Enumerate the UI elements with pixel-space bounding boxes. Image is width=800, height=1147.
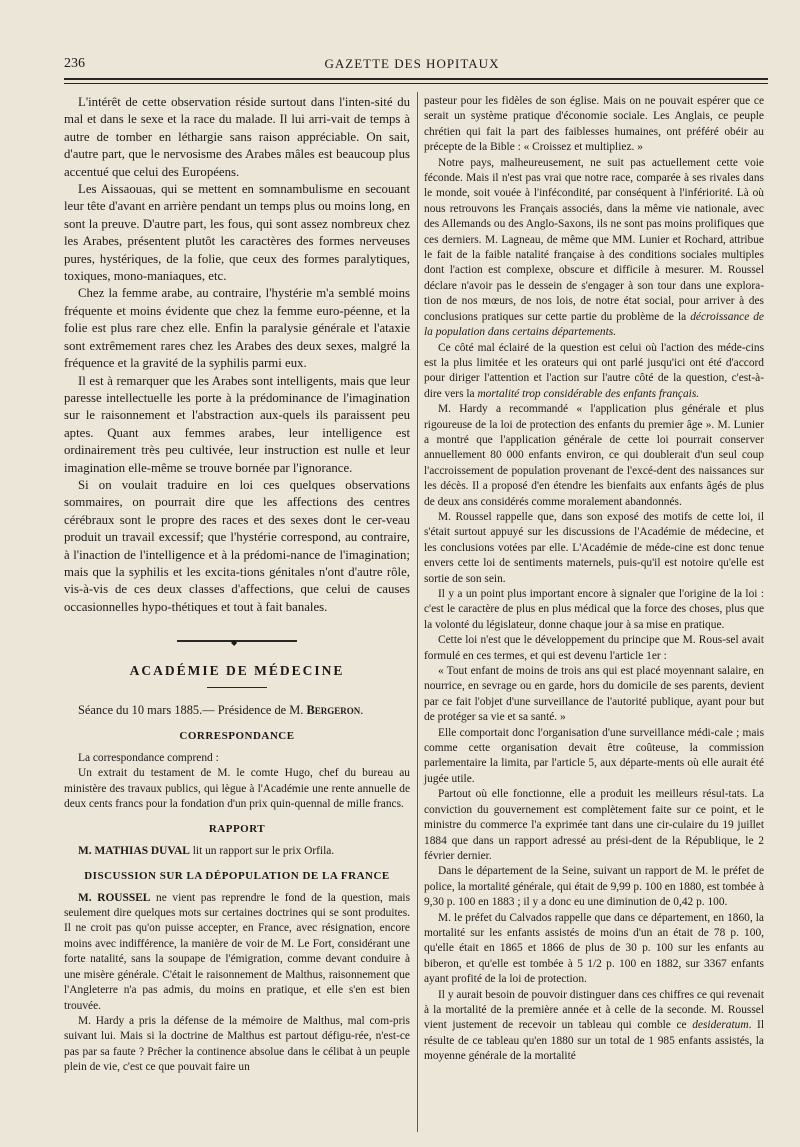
page-header [64,56,760,80]
paragraph: Un extrait du testament de M. le comte Hugo, chef du bureau au ministère des travaux publics, qui lègue à l'Académie une rente annuelle de deux cents francs pour la fondation d'un prix quin-quennal de mille francs. [64,767,410,811]
paragraph: La correspondance comprend : [78,751,219,764]
header-rule-thin [64,83,768,84]
subsection-title: DISCUSSION SUR LA DÉPOPULATION DE LA FRANCE [84,870,390,883]
proceedings [64,729,410,1075]
paragraph: Cette loi n'est que le développement du principe que M. Rous-sel avait formulé en ces termes, et qui est devenu l'article 1er : [424,634,764,662]
ornament-divider [64,630,410,647]
paragraph-text: ne vient pas reprendre le fond de la question, mais seulement dire quelques mots sur certaines doctrines qui se sont produites. Il ne croit pas qu'on puisse accepter, en France, avec résignation, encore moins avec indifférence, la manière de voir de M. Le Fort, considérant une forte natalité, sans la soupape de l'émigration, comme devant conduire à une misère générale. C'était le raisonnement de Malthus, raisonnement que l'Angleterre n'a pas admis, du moins en pratique, et elle s'en est bien trouvée. [64,891,410,1012]
paragraph: L'intérêt de cette observation réside surtout dans l'inten-sité du mal et dans le sexe et la race du malade. Il lui arri-vait de temps à autre de tomber en léthargie sans raison appréciable. On sait, d'autre part, que le nervosisme des Arabes mâles est beaucoup plus accentué que celui des Européens. [64,95,410,179]
subsection-title: CORRESPONDANCE [179,730,295,743]
short-rule [207,687,267,688]
paragraph-text: lit un rapport sur le prix Orfila. [189,844,335,857]
header-rule [64,78,768,80]
paragraph: Chez la femme arabe, au contraire, l'hystérie m'a semblé moins fréquente et moins évidente que chez la femme euro-péenne, et la folie est plus rare chez elle. Enfin la paralysie générale et l'ataxie sont extrêmement rares chez les Arabes des deux sexes, malgré la fréquence et la gravité de la syphilis parmi eux. [64,286,410,371]
paragraph-text: . Il résulte de ce tableau qu'en 1880 sur un total de 1 985 enfants assistés, la moyenne générale de la mortalité [424,1019,764,1063]
italic-text: décroissance de la population dans certains départements. [424,310,764,339]
section-title: ACADÉMIE DE MÉDECINE [129,662,345,678]
speaker-name: M. ROUSSEL [78,891,151,904]
paragraph: M. le préfet du Calvados rappelle que dans ce département, en 1860, la mortalité sur les enfants assistés de moins d'un an était de 78 p. 100, qu'elle était en 1865 et 1866 de plus de 30 p. 100 sur les enfants au biberon, et qu'elle est tombée à 5 1/2 p. 100 en 1882, sur 3367 enfants ayant profité de la loi de protection. [424,911,764,986]
paragraph [424,988,764,1065]
italic-text: mortalité trop considérable des enfants français. [477,387,700,400]
seance-text: Séance du 10 mars 1885.— Présidence de M. [78,703,307,717]
page-number: 236 [64,56,85,71]
paragraph-text: Notre pays, malheureusement, ne suit pas actuellement cette voie féconde. Mais il n'est pas vrai que notre race, comparée à ses rivales dans le monde, soit vouée à l'infécondité, par conséquent à l'infériorité. Là où nous retrouvons les Français associés, dans la même vie nationale, avec des Allemands ou des Anglo-Saxons, ils ne sont pas moins prolifiques que ces derniers. M. Lagneau, de même que MM. Lunier et Rochard, attribue le fait de la faible natalité française à des conditions sociales multiples dont l'action est complexe, obscure et difficile à mesurer. M. Roussel déclare n'avoir pas le dessein de s'engager à son tour dans une explora-tion de nos mœurs, de nos lois, de notre état social, pour arriver à des conclusions pratiques sur cette partie du problème de la [424,156,764,323]
journal-title: GAZETTE DES HOPITAUX [324,56,500,71]
left-column [64,94,410,1076]
paragraph: Partout où elle fonctionne, elle a produit les meilleurs résul-tats. La conviction du gouvernement est complètement faite sur ce point, et le ministre du commerce l'a exprimée tant dans une cir-culaire du 19 juillet 1884 que dans un rapport adressé au prési-dent de la République, le 2 février dernier. [424,788,764,862]
paragraph: pasteur pour les fidèles de son église. Mais on ne pouvait espérer que ce serait un système pratique d'économie sociale. Les Anglais, ce peuple chrétien qui fait la part des faiblesses humaines, ont préféré obéir au précepte de la Bible : « Croissez et multipliez. » [424,95,764,154]
president-name: Bergeron [306,703,361,717]
paragraph: « Tout enfant de moins de trois ans qui est placé moyennant salaire, en nourrice, en sevrage ou en garde, hors du domicile de ses parents, devient par ce fait l'objet d'une surveillance de l'autorité publique, ayant pour but de protéger sa vie et sa santé. » [424,665,764,724]
italic-text: desideratum [692,1019,749,1032]
paragraph-text: Ce côté mal éclairé de la question est celui où l'action des méde-cins est la plus limitée et les orateurs qui ont parlé jusqu'ici ont été d'accord pour diriger l'attention et l'action sur l'autre côté de la question, c'est-à-dire vers la [424,341,764,400]
right-column [424,94,764,1065]
paragraph: Si on voulait traduire en loi ces quelques observations sommaires, on pourrait dire que les affections des centres cérébraux sont le propre des races et des sexes dont le cer-veau produit un travail excessif; que l'hystérie correspond, au contraire, à l'inaction de l'intelligence et à la prédomi-nance de l'imagination; mais que la syphilis et les excita-tions génitales n'ont d'autre rôle, vis-à-vis de ces deux classes d'affections, que celui de causes occasionnelles hypo-thétiques et tout à fait banales. [64,477,410,614]
paragraph: Dans le département de la Seine, suivant un rapport de M. le préfet de police, la mortalité générale, qui était de 9,99 p. 100 en 1880, est tombée à 9,30 p. 100 en 1883 ; il y a donc eu une diminution de 0,42 p. 100. [424,865,764,909]
paragraph [424,156,764,341]
paragraph [64,891,410,1014]
paragraph: M. Hardy a recommandé « l'application plus générale et plus rigoureuse de la loi de protection des enfants du premier âge ». M. Lunier a montré que l'application générale de cette loi pourrait conserver annuellement 80 000 enfants environ, ce qui doublerait d'un seul coup l'accroissement de population provenant de l'excé-dent des naissances sur les décès. Il a proposé d'en étendre les bienfaits aux enfants âgés de plus de deux ans considérés comme moralement abandonnés. [424,403,764,508]
column-divider [417,92,418,1132]
paragraph: Il y a un point plus important encore à signaler que l'origine de la loi : c'est le caractère de plus en plus médical que la force des choses, plus que la volonté du législateur, donne chaque jour à sa mise en pratique. [424,588,764,631]
paragraph: Les Aissaouas, qui se mettent en somnambulisme en secouant leur tête d'avant en arrière pendant un temps plus ou moins long, en sont la preuve. D'autre part, les fous, qui sont assez nombreux chez les Arabes, présentent plutôt les caractères des formes nerveuses pures, hystériques, de la folie, que ceux des formes paralytiques, toxiques, mono-maniaques, etc. [64,182,410,284]
subsection-title: RAPPORT [208,823,266,836]
speaker-name: M. MATHIAS DUVAL [78,844,190,857]
paragraph: Elle comportait donc l'organisation d'une surveillance médi-cale ; mais comme cette organisation devait être coûteuse, la commission parlementaire la limita, par l'article 5, aux départe-ments où elle aurait été jugée utile. [424,726,764,785]
paragraph: Il est à remarquer que les Arabes sont intelligents, mais que leur paresse intellectuelle les porte à la prédominance de l'imagination sur le raisonnement et l'abstraction aux-quels ils paraissent peu aptes. Quant aux femmes arabes, leur intelligence est ordinairement très peu cultivée, leur instruction est nulle et leur imagination elle-même se trouve bornée par l'ignorance. [64,373,410,475]
paragraph: M. Roussel rappelle que, dans son exposé des motifs de cette loi, il s'était surtout appuyé sur les discussions de l'Académie de médecine, et les conclusions votées par elle. L'Académie de méde-cine est donc tenue envers cette loi de sentiments maternels, puis-qu'il est notoire qu'elle est sortie de son sein. [424,510,764,585]
paragraph [424,341,764,403]
seance-line: Séance du 10 mars 1885.— Présidence de M. Bergeron. [78,703,364,717]
paragraph: M. Hardy a pris la défense de la mémoire de Malthus, mal com-pris suivant lui. Mais si la doctrine de Malthus est partout défigu-rée, n'est-ce pas par sa faute ? Prêcher la continence absolue dans le célibat à un peuple plein de vie, c'est ce que pouvait faire un [64,1014,410,1074]
paragraph [64,844,410,859]
paragraph-text: Il y aurait besoin de pouvoir distinguer dans ces chiffres ce qui revenait à la mortalité de la première année et à celle de la seconde. M. Roussel vient justement de recevoir un tableau qui comble ce [424,988,764,1032]
